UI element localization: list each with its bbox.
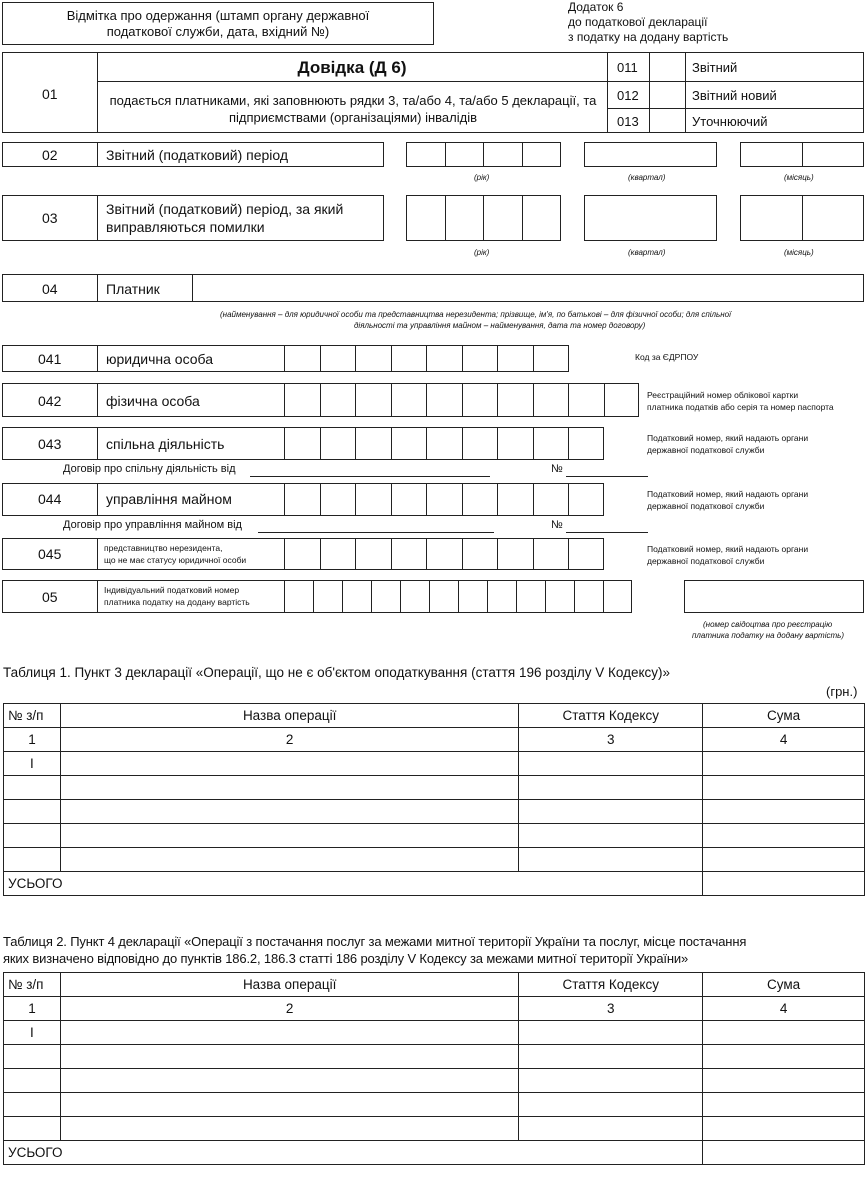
table1-header-name: Назва операції (60, 704, 518, 728)
type-label-011: Звітний (692, 60, 738, 75)
table-cell[interactable] (4, 1117, 61, 1141)
table-cell[interactable] (519, 1093, 703, 1117)
table2 (3, 972, 865, 1165)
table2-title-2: яких визначено відповідно до пунктів 186.2, 186.3 статті 186 розділу V Кодексу за межами митної території України» (3, 951, 689, 966)
period-quarter-caption: (квартал) (628, 173, 666, 182)
row-044-contract-label: Договір про управління майном від (63, 519, 242, 531)
corrected-month-caption: (місяць) (784, 248, 814, 257)
row-044-code: 044 (38, 491, 62, 507)
row-045-note-2: державної податкової служби (647, 556, 765, 566)
row-045-label-1: представництво нерезидента, (104, 543, 223, 553)
table1-first-cell[interactable]: I (4, 752, 61, 776)
table1-colnum: 2 (60, 728, 518, 752)
table-row (4, 776, 865, 800)
type-code-011: 011 (617, 60, 638, 75)
property-mgmt-input[interactable] (284, 483, 604, 516)
table-cell[interactable] (703, 1093, 865, 1117)
row-042-code: 042 (38, 393, 62, 409)
table2-total-sum[interactable] (703, 1141, 865, 1165)
table1-colnum: 3 (519, 728, 703, 752)
type-code-012: 012 (617, 88, 639, 103)
row-042-note-2: платника податків або серія та номер паспорта (647, 402, 834, 412)
table-cell[interactable] (60, 1069, 518, 1093)
table2-header-sum: Сума (703, 973, 865, 997)
table1-total-label: УСЬОГО (4, 872, 703, 896)
appendix-line2: до податкової декларації (568, 15, 708, 29)
table1-colnum-row (4, 728, 865, 752)
row-05-label-1: Індивідуальний податковий номер (104, 585, 240, 595)
table-cell[interactable] (4, 824, 61, 848)
row-043-note-1: Податковий номер, який надають органи (647, 433, 809, 443)
table-cell[interactable] (60, 752, 518, 776)
table-cell[interactable] (519, 776, 703, 800)
table2-colnum: 2 (60, 997, 518, 1021)
corrected-year-caption: (рік) (474, 248, 490, 257)
checkbox-013[interactable] (650, 109, 685, 133)
table2-colnum-row (4, 997, 865, 1021)
table-row (4, 1093, 865, 1117)
table-cell[interactable] (703, 1021, 865, 1045)
table1-header-row (4, 704, 865, 728)
table-cell[interactable] (703, 752, 865, 776)
period-month-caption: (місяць) (784, 173, 814, 182)
table-row (4, 1045, 865, 1069)
corrected-period-code: 03 (42, 210, 58, 226)
payer-note-1: (найменування – для юридичної особи та представництва нерезидента; прізвище, ім'я, по батькові – для фізичної особи; для спільної (220, 310, 731, 319)
table2-header-name: Назва операції (60, 973, 518, 997)
row-05-code: 05 (42, 589, 58, 605)
table2-colnum: 3 (519, 997, 703, 1021)
table-row (4, 824, 865, 848)
header-code: 01 (42, 86, 58, 102)
row-045-label-2: що не має статусу юридичної особи (104, 555, 247, 565)
table1-header-article: Стаття Кодексу (519, 704, 703, 728)
table2-first-cell[interactable]: I (4, 1021, 61, 1045)
joint-activity-input[interactable] (284, 427, 604, 460)
table-cell[interactable] (703, 1045, 865, 1069)
table-cell[interactable] (60, 776, 518, 800)
table2-total-label: УСЬОГО (4, 1141, 703, 1165)
period-label: Звітний (податковий) період (106, 147, 289, 163)
table1-total-row (4, 872, 865, 896)
row-043-contract-label: Договір про спільну діяльність від (63, 463, 236, 475)
table-cell[interactable] (519, 752, 703, 776)
table-cell[interactable] (60, 848, 518, 872)
row-05-note-1: (номер свідоцтва про реєстрацію (703, 620, 833, 629)
table-cell[interactable] (703, 776, 865, 800)
corrected-quarter-input[interactable] (584, 195, 717, 241)
table-cell[interactable] (60, 1021, 518, 1045)
row-044-note-1: Податковий номер, який надають органи (647, 489, 809, 499)
table1-header-num: № з/п (4, 704, 61, 728)
row-041-code: 041 (38, 351, 62, 367)
row-042-label: фізична особа (106, 393, 200, 409)
period-code: 02 (42, 147, 58, 163)
table1-colnum: 1 (4, 728, 61, 752)
table1-header-sum: Сума (703, 704, 865, 728)
type-label-012: Звітний новий (692, 88, 777, 103)
table2-title-1: Таблиця 2. Пункт 4 декларації «Операції з постачання послуг за межами митної території України та послуг, місце постачання (3, 934, 747, 949)
table-row (4, 800, 865, 824)
table-cell[interactable] (519, 848, 703, 872)
row-042-note-1: Реєстраційний номер облікової картки (647, 390, 799, 400)
table1 (3, 703, 865, 896)
payer-label: Платник (106, 281, 160, 297)
corrected-quarter-caption: (квартал) (628, 248, 666, 257)
appendix-line3: з податку на додану вартість (568, 30, 729, 44)
header-subtitle: подається платниками, які заповнюють рядки 3, та/або 4, та/або 5 декларації, та підприємствами (організаціями) інвалідів (109, 93, 597, 125)
table1-colnum: 4 (703, 728, 865, 752)
table-cell[interactable] (4, 776, 61, 800)
table2-header-row (4, 973, 865, 997)
table-cell[interactable] (703, 800, 865, 824)
table-cell[interactable] (4, 1069, 61, 1093)
table-cell[interactable] (4, 800, 61, 824)
table-cell[interactable] (519, 1021, 703, 1045)
type-label-013: Уточнюючий (692, 114, 768, 129)
table2-total-row (4, 1141, 865, 1165)
table-cell[interactable] (519, 1117, 703, 1141)
corrected-period-label-1: Звітний (податковий) період, за який (106, 201, 344, 217)
table-cell[interactable] (519, 800, 703, 824)
row-044-label: управління майном (106, 491, 232, 507)
table-cell[interactable] (60, 824, 518, 848)
table-cell[interactable] (4, 848, 61, 872)
table-cell[interactable] (4, 1093, 61, 1117)
table2-colnum: 4 (703, 997, 865, 1021)
table-row (4, 848, 865, 872)
table-cell[interactable] (4, 1045, 61, 1069)
payer-note-2: діяльності та управління майном – найменування, дата та номер договору) (354, 321, 646, 330)
payer-name-input[interactable] (193, 275, 863, 301)
period-quarter-input[interactable] (584, 142, 717, 167)
row-05-label-2: платника податку на додану вартість (104, 597, 250, 607)
table-row (4, 1021, 865, 1045)
table-cell[interactable] (703, 1117, 865, 1141)
table-cell[interactable] (60, 800, 518, 824)
table-cell[interactable] (519, 1069, 703, 1093)
table-cell[interactable] (703, 1069, 865, 1093)
table-cell[interactable] (60, 1117, 518, 1141)
checkbox-012[interactable] (650, 82, 685, 108)
row-041-note: Код за ЄДРПОУ (635, 352, 699, 362)
table1-title: Таблиця 1. Пункт 3 декларації «Операції, що не є об'єктом оподаткування (стаття 196 розділу V Кодексу)» (3, 665, 671, 680)
table2-header-article: Стаття Кодексу (519, 973, 703, 997)
table2-colnum: 1 (4, 997, 61, 1021)
period-year-caption: (рік) (474, 173, 490, 182)
table-cell[interactable] (703, 848, 865, 872)
stamp-text: Відмітка про одержання (штамп органу державної податкової служби, дата, вхідний №) (66, 8, 370, 39)
vat-certificate-input[interactable] (684, 580, 864, 613)
page-title: Довідка (Д 6) (297, 58, 407, 77)
row-05-note-2: платника податку на додану вартість) (692, 631, 845, 640)
row-043-note-2: державної податкової служби (647, 445, 765, 455)
table-row (4, 1117, 865, 1141)
row-041-label: юридична особа (106, 351, 214, 367)
table-cell[interactable] (519, 1045, 703, 1069)
table-cell[interactable] (60, 1093, 518, 1117)
row-044-number-label: № (551, 519, 563, 531)
table-row (4, 752, 865, 776)
checkbox-011[interactable] (650, 53, 685, 81)
row-045-code: 045 (38, 546, 62, 562)
row-044-note-2: державної податкової служби (647, 501, 765, 511)
type-code-013: 013 (617, 114, 639, 129)
table1-total-sum[interactable] (703, 872, 865, 896)
row-044-contract-date-line[interactable] (258, 532, 494, 533)
row-043-label: спільна діяльність (106, 436, 225, 452)
corrected-period-label-2: виправляються помилки (106, 219, 265, 235)
table-cell[interactable] (519, 824, 703, 848)
row-043-contract-date-line[interactable] (250, 476, 490, 477)
nonresident-input[interactable] (284, 538, 604, 570)
row-043-number-label: № (551, 463, 563, 475)
row-045-note-1: Податковий номер, який надають органи (647, 544, 809, 554)
table-cell[interactable] (60, 1045, 518, 1069)
table-cell[interactable] (703, 824, 865, 848)
table1-unit: (грн.) (826, 684, 858, 699)
stamp-box (2, 2, 434, 45)
appendix-line1: Додаток 6 (568, 0, 624, 14)
row-043-number-line[interactable] (566, 476, 648, 477)
row-044-number-line[interactable] (566, 532, 648, 533)
row-043-code: 043 (38, 436, 62, 452)
table-row (4, 1069, 865, 1093)
table2-header-num: № з/п (4, 973, 61, 997)
payer-code: 04 (42, 281, 58, 297)
